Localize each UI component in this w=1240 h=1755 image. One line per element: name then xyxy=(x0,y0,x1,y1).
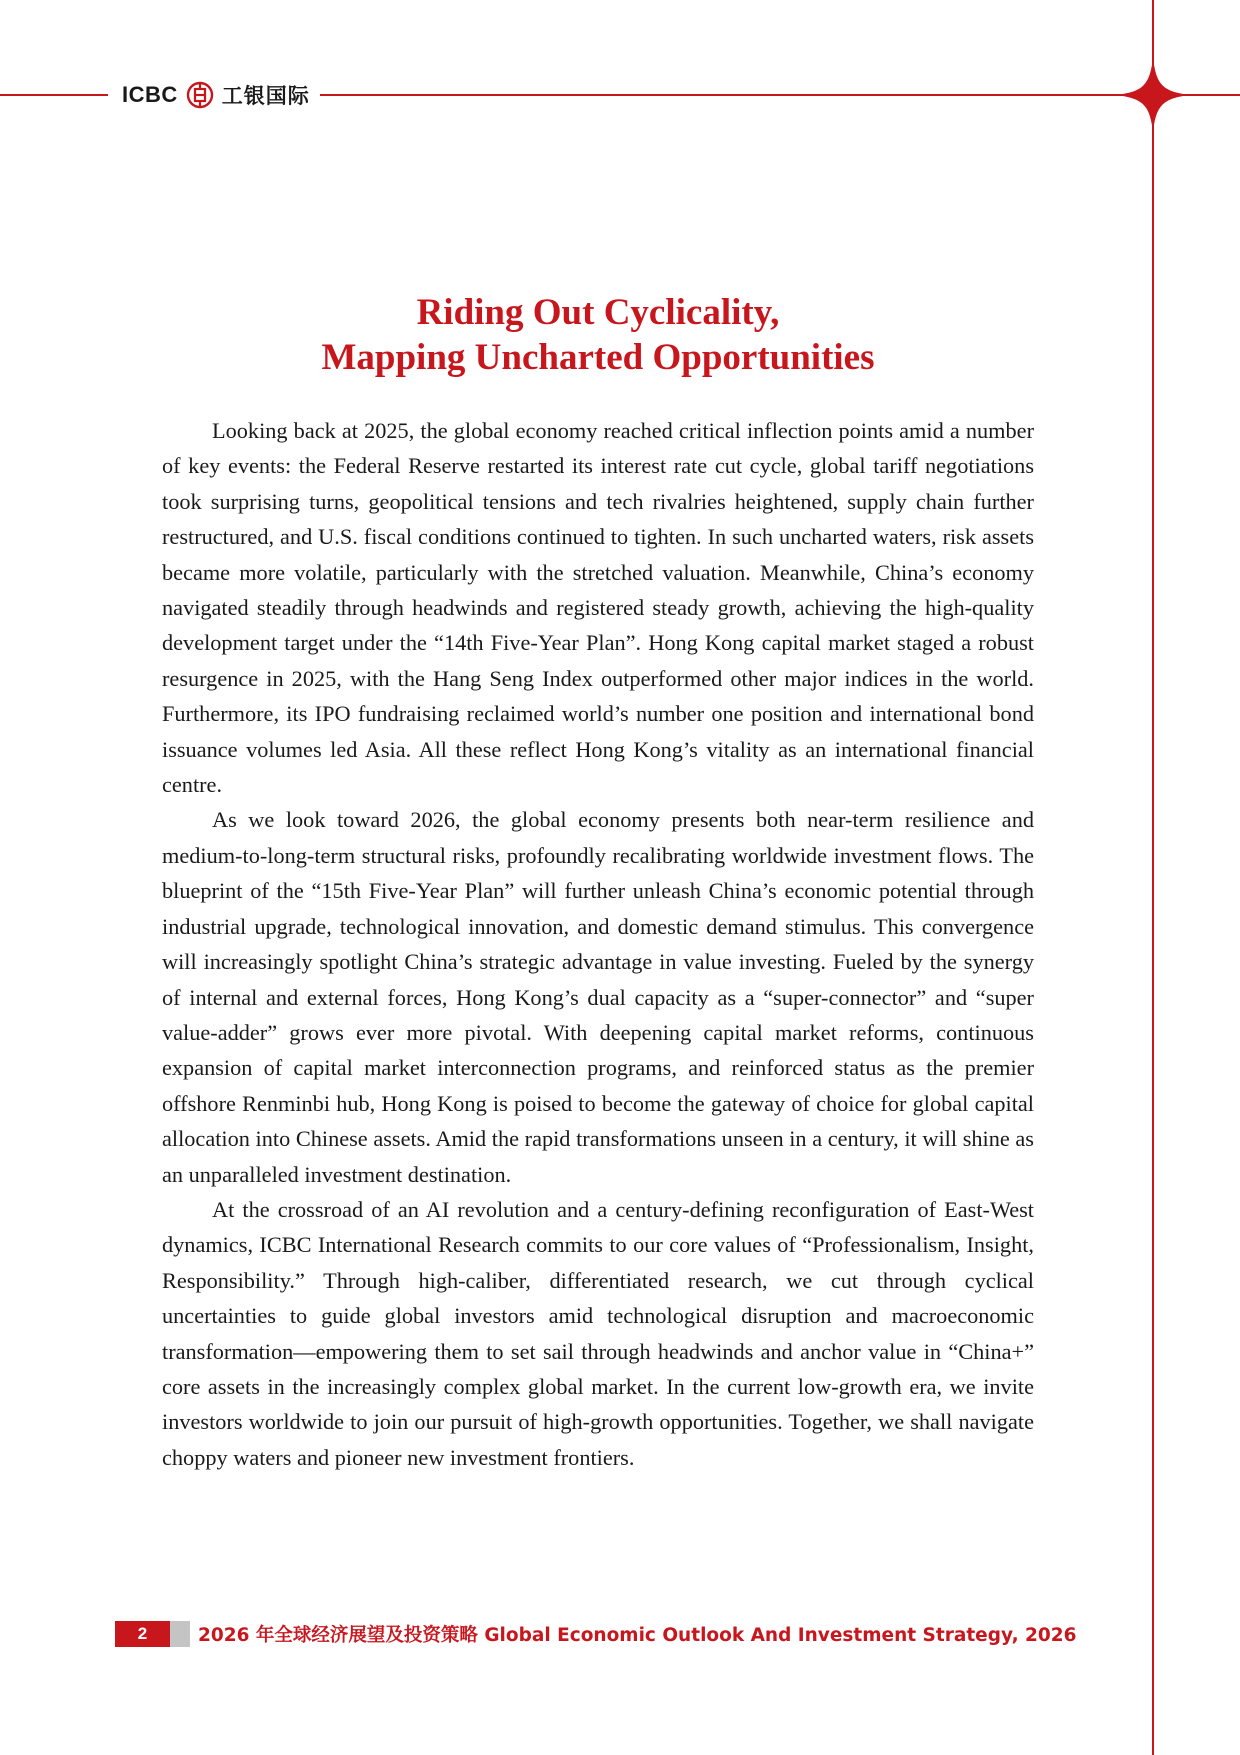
paragraph: Looking back at 2025, the global economy reached critical inflection points amid a number of key events: the Federal Reserve restarted its interest rate cut cycle, global tariff negotiations took surprising turns, geopolitical tensions and tech rivalries heightened, supply chain further restructured, and U.S. fiscal conditions continued to tighten. In such uncharted waters, risk assets became more volatile, particularly with the stretched valuation. Meanwhile, China’s economy navigated steadily through headwinds and registered steady growth, achieving the high-quality development target under the “14th Five-Year Plan”. Hong Kong capital market staged a robust resurgence in 2025, with the Hang Seng Index outperformed other major indices in the world. Furthermore, its IPO fundraising reclaimed world’s number one position and international bond issuance volumes led Asia. All these reflect Hong Kong’s vitality as an international financial centre. xyxy=(162,418,1034,798)
four-point-star-icon xyxy=(1115,57,1191,133)
page-number: 2 xyxy=(115,1621,170,1647)
margin-rule xyxy=(1152,0,1154,1755)
page-title xyxy=(0,290,1196,380)
brand-name-cn: 工银国际 xyxy=(221,84,310,108)
page-footer xyxy=(115,1621,1077,1647)
title-line-2: Mapping Uncharted Opportunities xyxy=(321,337,875,378)
icbc-logo-icon xyxy=(186,81,214,109)
brand-header xyxy=(108,76,320,114)
title-line-1: Riding Out Cyclicality, xyxy=(416,292,780,333)
footer-title: 2026 年全球经济展望及投资策略 Global Economic Outlook And Investment Strategy, 2026 xyxy=(198,1625,1077,1646)
brand-name-en: ICBC xyxy=(122,82,178,107)
article-body xyxy=(162,413,1034,1475)
paragraph: At the crossroad of an AI revolution and a century-defining reconfiguration of East-West dynamics, ICBC International Research commits to our core values of “Professionalism, Insight, Responsibility.” Through high-caliber, differentiated research, we cut through cyclical uncertainties to guide global investors amid technological disruption and macroeconomic transformation—empowering them to set sail through headwinds and anchor value in “China+” core assets in the increasingly complex global market. In the current low-growth era, we invite investors worldwide to join our pursuit of high-growth opportunities. Together, we shall navigate choppy waters and pioneer new investment frontiers. xyxy=(162,1196,1034,1470)
paragraph: As we look toward 2026, the global economy presents both near-term resilience and medium-to-long-term structural risks, profoundly recalibrating worldwide investment flows. The blueprint of the “15th Five-Year Plan” will further unleash China’s economic potential through industrial upgrade, technological innovation, and domestic demand stimulus. This convergence will increasingly spotlight China’s strategic advantage in value investing. Fueled by the synergy of internal and external forces, Hong Kong’s dual capacity as a “super-connector” and “super value-adder” grows ever more pivotal. With deepening capital market reforms, continuous expansion of capital market interconnection programs, and reinforced status as the premier offshore Renminbi hub, Hong Kong is poised to become the gateway of choice for global capital allocation into Chinese assets. Amid the rapid transformations unseen in a century, it will shine as an unparalleled investment destination. xyxy=(162,807,1034,1187)
page-number-tab xyxy=(170,1621,190,1647)
